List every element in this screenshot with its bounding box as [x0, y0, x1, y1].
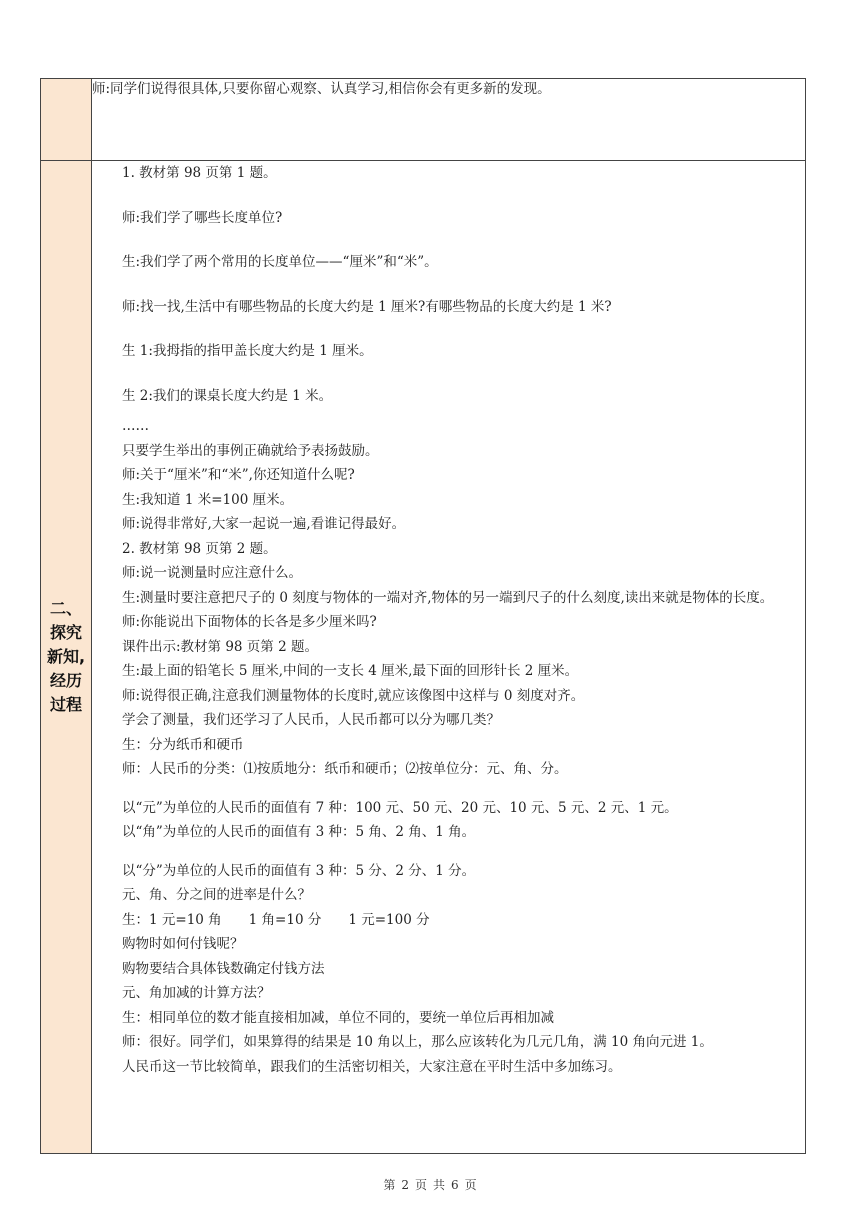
paragraph: 人民币这一节比较简单，跟我们的生活密切相关，大家注意在平时生活中多加练习。 — [122, 1058, 622, 1075]
lesson-table — [40, 78, 806, 1154]
paragraph: 以“分”为单位的人民币的面值有 3 种：5 分、2 分、1 分。 — [122, 862, 476, 879]
table-row — [41, 79, 806, 161]
section-label-cell — [41, 79, 92, 161]
paragraph: 生：分为纸币和硬币 — [122, 736, 244, 753]
paragraph: 师:说得非常好,大家一起说一遍,看谁记得最好。 — [122, 516, 406, 532]
footer-suffix: 页 — [464, 1178, 477, 1192]
paragraph: 课件出示:教材第 98 页第 2 题。 — [122, 638, 318, 655]
paragraph: 师:同学们说得很具体,只要你留心观察、认真学习,相信你会有更多新的发现。 — [92, 81, 551, 97]
paragraph: 生:我们学了两个常用的长度单位——“厘米”和“米”。 — [122, 254, 438, 270]
paragraph: 学会了测量，我们还学习了人民币，人民币都可以分为哪几类？ — [122, 712, 500, 728]
paragraph: 师：人民币的分类：⑴按质地分：纸币和硬币；⑵按单位分：元、角、分。 — [122, 761, 568, 777]
paragraph: 生:最上面的铅笔长 5 厘米,中间的一支长 4 厘米,最下面的回形针长 2 厘米。 — [122, 663, 579, 679]
paragraph: 师:你能说出下面物体的长各是多少厘米吗? — [122, 614, 377, 630]
table-row — [41, 161, 806, 1154]
footer-total-pages: 6 — [451, 1178, 459, 1192]
paragraph: 1. 教材第 98 页第 1 题。 — [122, 165, 277, 181]
paragraph: 生:我知道 1 米=100 厘米。 — [122, 491, 294, 508]
paragraph: 以“角”为单位的人民币的面值有 3 种：5 角、2 角、1 角。 — [122, 824, 476, 840]
paragraph: …… — [122, 418, 149, 434]
paragraph: 师:找一找,生活中有哪些物品的长度大约是 1 厘米?有哪些物品的长度大约是 1 米? — [122, 298, 612, 315]
paragraph: 元、角、分之间的进率是什么？ — [122, 887, 311, 903]
paragraph: 生：1 元=10 角 1 角=10 分 1 元=100 分 — [122, 911, 430, 928]
footer-page-number: 2 — [401, 1178, 409, 1192]
paragraph: 师:说一说测量时应注意什么。 — [122, 565, 303, 581]
footer-text: 页 — [414, 1178, 427, 1192]
paragraph: 生 1:我拇指的指甲盖长度大约是 1 厘米。 — [122, 343, 373, 359]
section-label: 二、探究新知,经历过程 — [46, 599, 86, 714]
footer-text: 共 — [433, 1178, 446, 1192]
footer-prefix: 第 — [383, 1178, 396, 1192]
content-cell — [92, 161, 806, 1154]
paragraph: 师:说得很正确,注意我们测量物体的长度时,就应该像图中这样与 0 刻度对齐。 — [122, 687, 585, 704]
paragraph: 生 2:我们的课桌长度大约是 1 米。 — [122, 387, 333, 404]
paragraph: 生:测量时要注意把尺子的 0 刻度与物体的一端对齐,物体的另一端到尺子的什么刻度,读出来就是物体的长度。 — [122, 589, 774, 606]
paragraph: 师：很好。同学们，如果算得的结果是 10 角以上，那么应该转化为几元几角，满 10 角向元进 1。 — [122, 1034, 713, 1050]
paragraph: 元、角加减的计算方法？ — [122, 985, 271, 1001]
paragraph: 以“元”为单位的人民币的面值有 7 种：100 元、50 元、20 元、10 元、5 元、2 元、1 元。 — [122, 799, 678, 816]
section-label-cell — [41, 161, 92, 1154]
paragraph: 2. 教材第 98 页第 2 题。 — [122, 540, 277, 557]
paragraph: 师:关于“厘米”和“米”,你还知道什么呢? — [122, 467, 355, 483]
paragraph: 只要学生举出的事例正确就给予表扬鼓励。 — [122, 442, 379, 459]
content-cell — [92, 79, 806, 161]
paragraph: 购物要结合具体钱数确定付钱方法 — [122, 960, 325, 977]
page-footer — [0, 1176, 860, 1193]
paragraph: 生：相同单位的数才能直接相加减，单位不同的，要统一单位后再相加减 — [122, 1009, 554, 1026]
paragraph: 购物时如何付钱呢？ — [122, 936, 244, 952]
paragraph: 师:我们学了哪些长度单位? — [122, 209, 283, 226]
